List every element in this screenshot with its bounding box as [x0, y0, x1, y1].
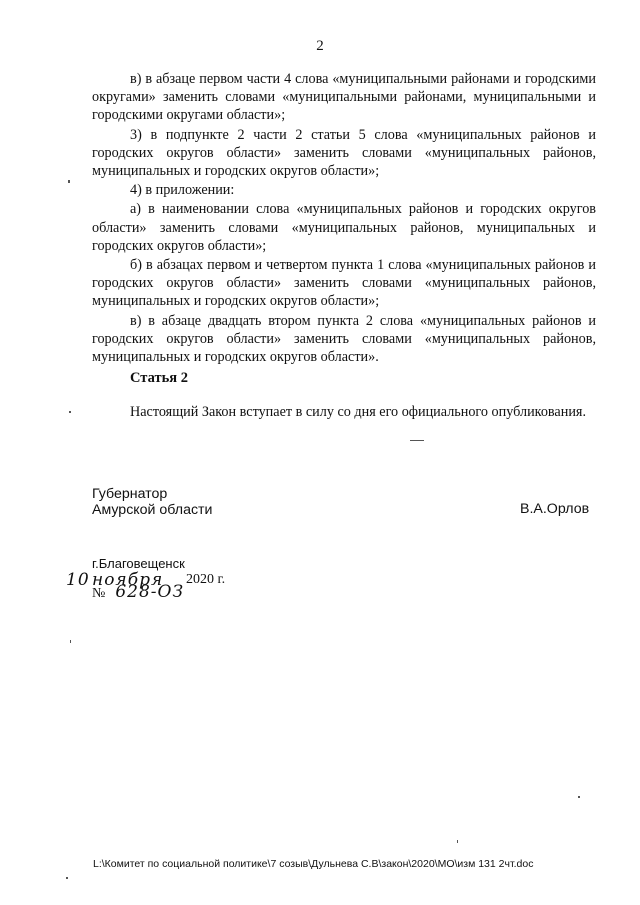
article-title: Статья 2 [130, 370, 188, 386]
paragraph: а) в наименовании слова «муниципальных районов и городских округов области» заменить словами «муниципальных районов, муниципальных и городских округов области»; [92, 201, 596, 254]
page-number: 2 [316, 38, 324, 54]
amendment-text [92, 70, 596, 367]
signer-name: В.А.Орлов [520, 501, 590, 517]
paragraph: б) в абзацах первом и четвертом пункта 1 слова «муниципальных районов и городских округов области» заменить словами «муниципальных районов, муниципальных и городских округов области»; [92, 257, 596, 310]
scan-speck [68, 180, 70, 183]
law-number [92, 582, 184, 604]
scan-speck [410, 440, 424, 441]
scan-speck [578, 796, 580, 798]
scan-speck [70, 640, 71, 643]
file-path-footer: L:\Комитет по социальной политике\7 созыв\Дульнева С.В\закон\2020\МО\изм 131 2чт.doc [93, 858, 534, 870]
paragraph: в) в абзаце первом части 4 слова «муниципальными районами и городскими округами» заменить словами «муниципальными районами, муниципальными и городскими округами области»; [92, 71, 596, 124]
date-month-handwritten: ноября [92, 570, 164, 590]
scan-speck [66, 877, 68, 879]
law-number-handwritten: 628-ОЗ [115, 582, 185, 602]
signer-region-line: Амурской области [92, 502, 213, 518]
article-text: Настоящий Закон вступает в силу со дня его официального опубликования. [130, 404, 586, 420]
place-of-signing: г.Благовещенск [92, 556, 185, 571]
paragraph: в) в абзаце двадцать втором пункта 2 слова «муниципальных районов и городских округов области» заменить словами «муниципальных районов, муниципальных и городских округов области». [92, 312, 596, 366]
signer-title-line: Губернатор [92, 486, 168, 502]
signer-position [92, 486, 212, 518]
scan-speck [69, 411, 71, 413]
number-sign: № [92, 586, 106, 601]
paragraph: 3) в подпункте 2 части 2 статьи 5 слова «муниципальных районов и городских округов области» заменить словами «муниципальных районов, муниципальных и городских округов области»; [92, 126, 596, 180]
date-day-handwritten: 10 [66, 570, 90, 590]
date-year: 2020 г. [186, 572, 226, 587]
paragraph: 4) в приложении: [130, 182, 235, 199]
scan-speck [457, 840, 458, 843]
